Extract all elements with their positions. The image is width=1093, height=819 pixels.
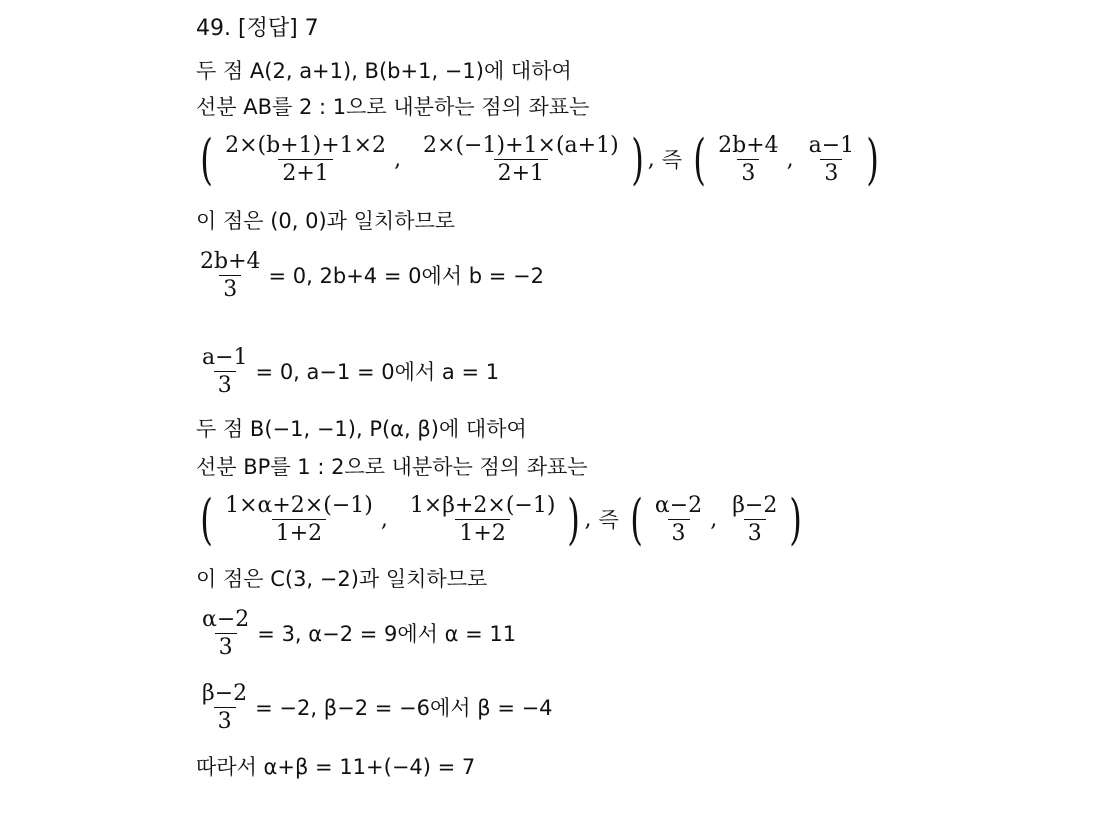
comma: , bbox=[786, 146, 801, 172]
fraction-denominator: 3 bbox=[219, 275, 241, 303]
right-paren: ) bbox=[866, 127, 880, 191]
equation-rest: = 0, a−1 = 0에서 a = 1 bbox=[255, 359, 500, 384]
equation-rest: = 3, α−2 = 9에서 α = 11 bbox=[257, 621, 517, 646]
equation-rest: = −2, β−2 = −6에서 β = −4 bbox=[255, 695, 553, 720]
right-paren: ) bbox=[789, 487, 803, 551]
line-division-bp: 선분 BP를 1 : 2으로 내분하는 점의 좌표는 bbox=[196, 455, 588, 479]
fraction-denominator: 2+1 bbox=[278, 159, 332, 187]
fraction-numerator: 1×β+2×(−1) bbox=[409, 493, 556, 518]
left-paren: ( bbox=[630, 487, 643, 551]
line-solve-a bbox=[196, 344, 499, 399]
line-coordinates-ab bbox=[196, 127, 883, 191]
fraction-denominator: 3 bbox=[744, 519, 766, 547]
fraction-x-simplified bbox=[651, 492, 706, 547]
fraction-denominator: 3 bbox=[214, 707, 236, 735]
line-points-bp: 두 점 B(−1, −1), P(α, β)에 대하여 bbox=[196, 417, 527, 441]
comma: , bbox=[380, 506, 402, 532]
fraction-denominator: 3 bbox=[820, 159, 842, 187]
fraction-denominator: 3 bbox=[215, 633, 237, 661]
left-paren: ( bbox=[693, 127, 706, 191]
line-coordinates-bp bbox=[196, 487, 806, 551]
fraction-numerator: 1×α+2×(−1) bbox=[225, 493, 373, 518]
comma: , bbox=[394, 146, 416, 172]
comma: , bbox=[647, 146, 662, 172]
fraction-y-simplified bbox=[728, 492, 781, 547]
fraction-numerator: a−1 bbox=[202, 345, 248, 370]
equation-rest: = 0, 2b+4 = 0에서 b = −2 bbox=[268, 263, 544, 288]
fraction-numerator: a−1 bbox=[808, 133, 855, 158]
fraction-numerator: 2b+4 bbox=[718, 133, 779, 158]
line-final-answer: 따라서 α+β = 11+(−4) = 7 bbox=[196, 755, 476, 779]
right-paren: ) bbox=[567, 487, 581, 551]
line-points-ab: 두 점 A(2, a+1), B(b+1, −1)에 대하여 bbox=[196, 59, 572, 83]
fraction-y bbox=[419, 132, 623, 187]
line-solve-alpha bbox=[196, 606, 516, 661]
answer-header: 49. [정답] 7 bbox=[196, 16, 319, 41]
fraction-numerator: β−2 bbox=[202, 681, 248, 706]
fraction-numerator: β−2 bbox=[732, 493, 778, 518]
fraction-numerator: 2×(−1)+1×(a+1) bbox=[423, 133, 619, 158]
fraction-numerator: α−2 bbox=[654, 493, 703, 518]
left-paren: ( bbox=[200, 487, 213, 551]
fraction-denominator: 2+1 bbox=[494, 159, 548, 187]
right-paren: ) bbox=[630, 127, 644, 191]
connector-word: 즉 bbox=[598, 507, 619, 532]
fraction-x bbox=[221, 132, 390, 187]
comma: , bbox=[710, 506, 725, 532]
fraction bbox=[198, 344, 252, 399]
fraction bbox=[198, 606, 253, 661]
fraction bbox=[198, 680, 251, 735]
line-origin-match: 이 점은 (0, 0)과 일치하므로 bbox=[196, 209, 456, 233]
fraction-denominator: 1+2 bbox=[272, 519, 326, 547]
line-division-ab: 선분 AB를 2 : 1으로 내분하는 점의 좌표는 bbox=[196, 95, 590, 119]
fraction bbox=[196, 248, 265, 303]
fraction-x-simplified bbox=[714, 132, 783, 187]
fraction-numerator: α−2 bbox=[202, 607, 250, 632]
fraction-denominator: 3 bbox=[668, 519, 690, 547]
line-solve-beta bbox=[196, 680, 553, 735]
comma: , bbox=[584, 506, 599, 532]
fraction-numerator: 2×(b+1)+1×2 bbox=[225, 133, 387, 158]
connector-word: 즉 bbox=[661, 147, 683, 172]
fraction-denominator: 3 bbox=[737, 159, 759, 187]
left-paren: ( bbox=[200, 127, 213, 191]
fraction-denominator: 3 bbox=[214, 371, 236, 399]
fraction-y bbox=[406, 492, 560, 547]
fraction-x bbox=[221, 492, 377, 547]
line-solve-b bbox=[196, 248, 544, 303]
line-point-c-match: 이 점은 C(3, −2)과 일치하므로 bbox=[196, 567, 488, 591]
fraction-y-simplified bbox=[805, 132, 859, 187]
fraction-denominator: 1+2 bbox=[455, 519, 509, 547]
fraction-numerator: 2b+4 bbox=[200, 249, 261, 274]
